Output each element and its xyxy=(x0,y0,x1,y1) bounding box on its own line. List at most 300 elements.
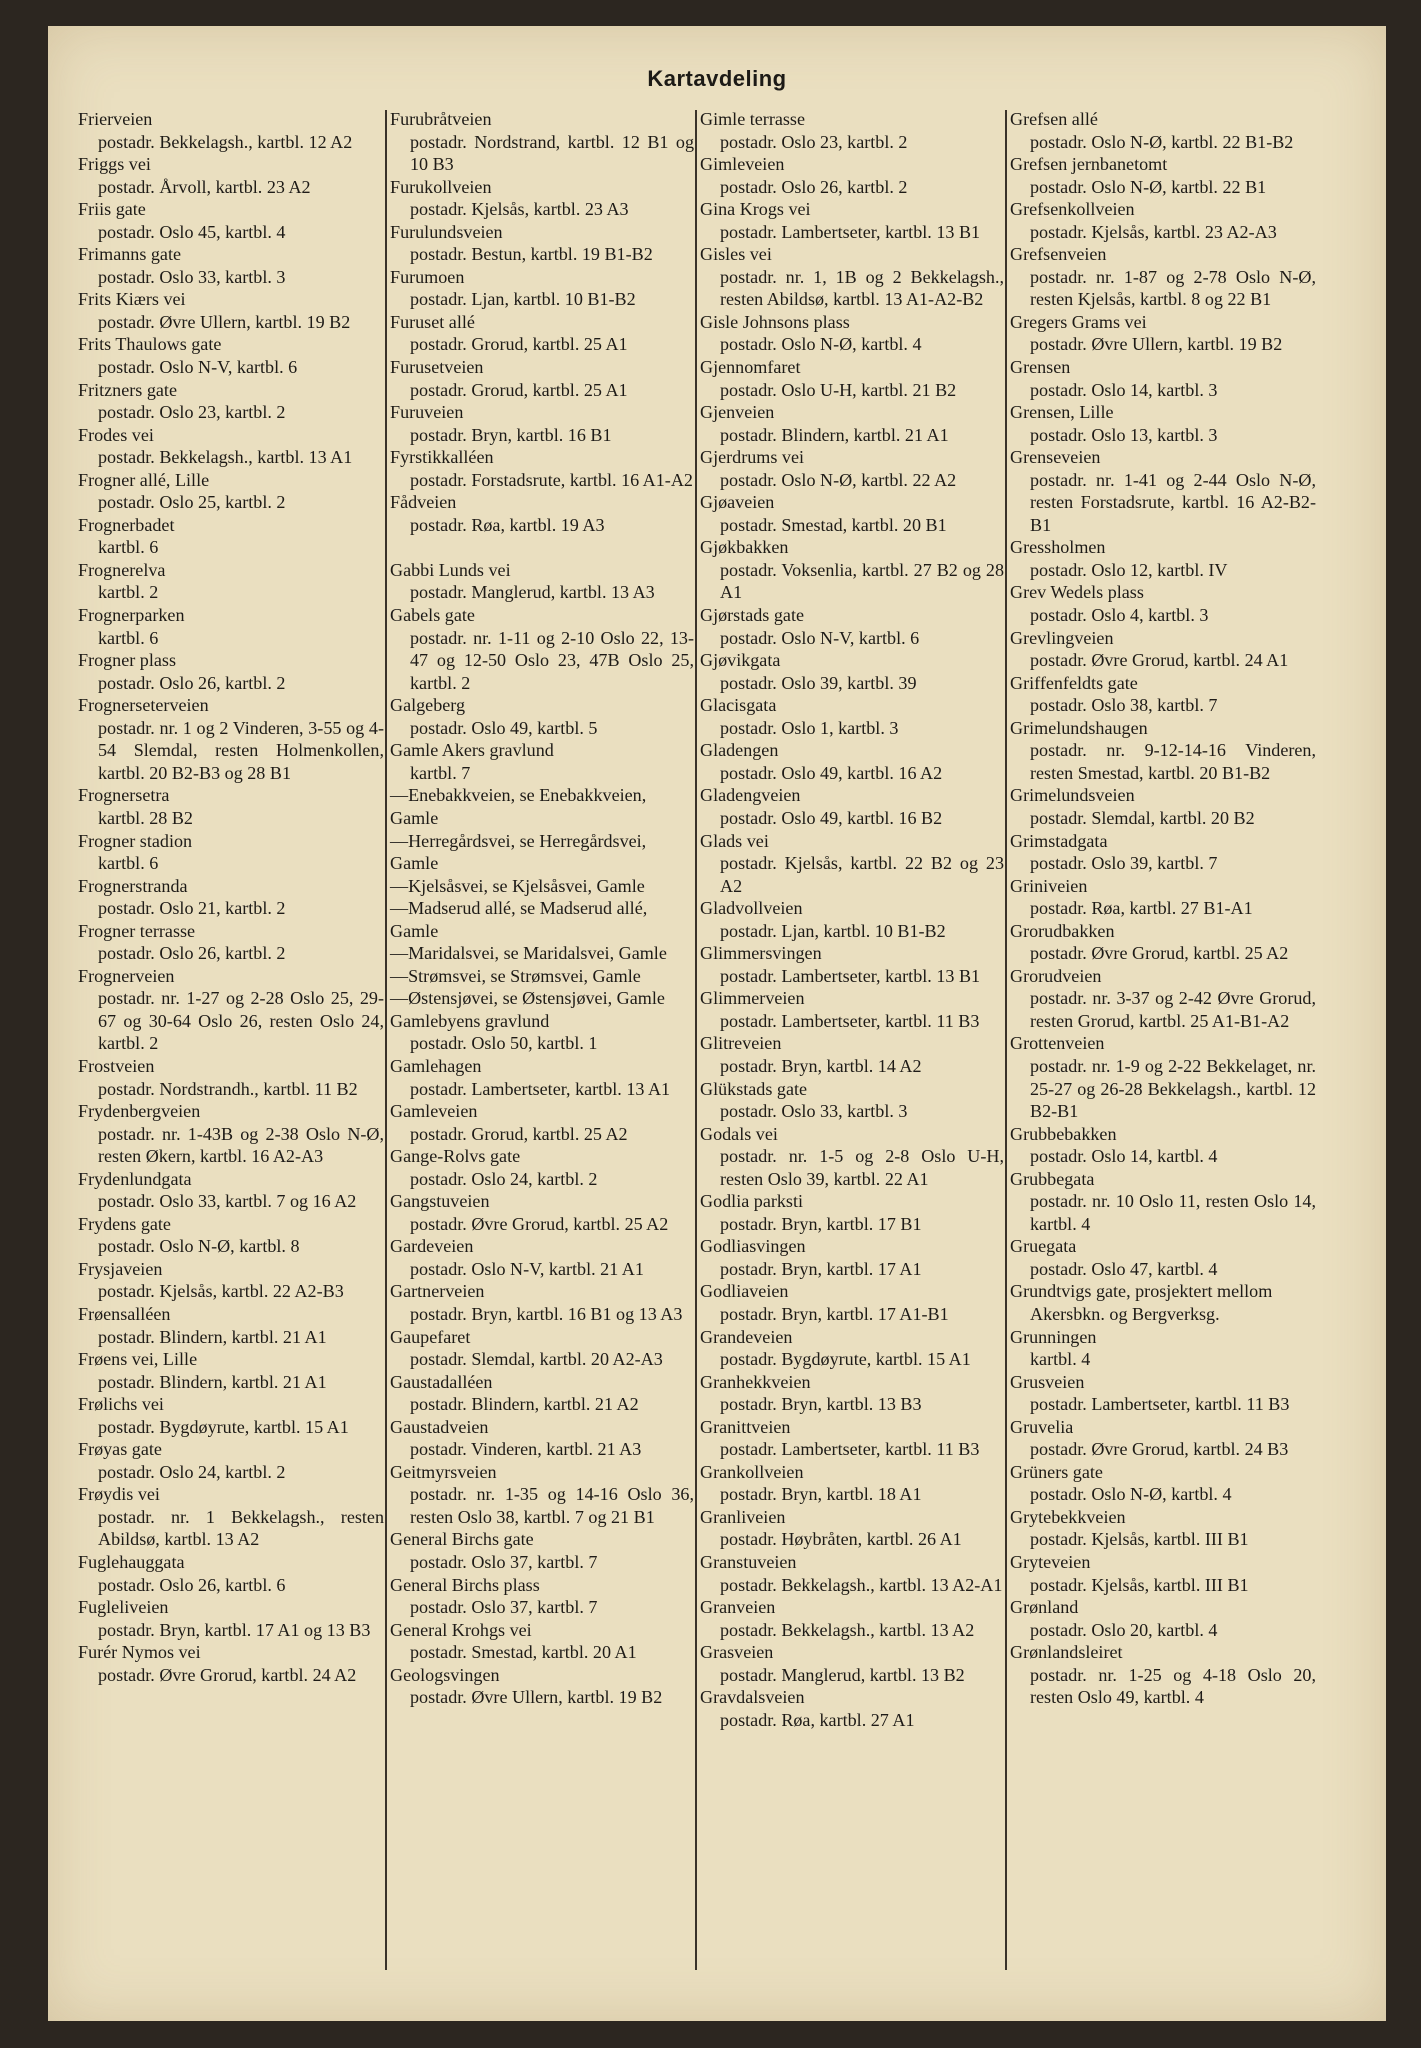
street-detail: postadr. Oslo 33, kartbl. 3 xyxy=(98,266,286,287)
street-detail: postadr. Kjelsås, kartbl. III B1 xyxy=(1030,1529,1249,1550)
directory-entry xyxy=(700,739,1004,784)
directory-entry xyxy=(78,1100,384,1168)
directory-entry xyxy=(700,1032,1004,1077)
street-name: Gruvelia xyxy=(1010,1416,1074,1437)
directory-entry xyxy=(390,1461,694,1529)
directory-entry xyxy=(78,1055,384,1100)
street-detail: postadr. Oslo N-Ø, kartbl. 22 A2 xyxy=(720,469,957,490)
street-detail: postadr. Øvre Grorud, kartbl. 24 A1 xyxy=(1030,650,1289,671)
street-name: Frognerstranda xyxy=(78,875,188,896)
street-name: Grubbebakken xyxy=(1010,1123,1117,1144)
street-detail: postadr. Oslo 14, kartbl. 4 xyxy=(1030,1146,1218,1167)
street-detail: postadr. Oslo 49, kartbl. 16 B2 xyxy=(720,807,943,828)
directory-entry xyxy=(390,1235,694,1280)
street-name: Galgeberg xyxy=(390,695,466,716)
directory-entry xyxy=(700,1551,1004,1596)
directory-entry xyxy=(390,1619,694,1664)
street-detail: postadr. Kjelsås, kartbl. III B1 xyxy=(1030,1574,1249,1595)
street-name: Gjøkbakken xyxy=(700,537,789,558)
directory-entry xyxy=(1010,1371,1316,1416)
street-name: Grusveien xyxy=(1010,1371,1085,1392)
directory-entry xyxy=(1010,108,1316,153)
street-name: Godlia parksti xyxy=(700,1191,804,1212)
directory-entry xyxy=(1010,1641,1316,1709)
directory-entry xyxy=(1010,1506,1316,1551)
directory-entry xyxy=(700,1371,1004,1416)
column-divider xyxy=(695,110,697,1970)
directory-entry xyxy=(1010,1123,1316,1168)
directory-entry xyxy=(700,198,1004,243)
street-name: Frognerseterveien xyxy=(78,695,209,716)
street-name: Grefsen allé xyxy=(1010,109,1098,129)
street-name: Gjøaveien xyxy=(700,492,775,513)
street-detail: postadr. Bekkelagsh., kartbl. 13 A2-A1 xyxy=(720,1574,1003,1595)
directory-entry xyxy=(390,604,694,694)
street-name: Glitreveien xyxy=(700,1033,782,1054)
directory-entry xyxy=(78,1438,384,1483)
street-name: Gisles vei xyxy=(700,244,772,265)
directory-entry xyxy=(700,311,1004,356)
directory-entry xyxy=(390,1055,694,1100)
directory-entry xyxy=(1010,920,1316,965)
directory-entry xyxy=(390,176,694,221)
street-detail: postadr. nr. 1-5 og 2-8 Oslo U-H, resten Oslo 39, kartbl. 22 A1 xyxy=(720,1146,1004,1189)
directory-entry xyxy=(1010,1168,1316,1236)
directory-entry xyxy=(78,694,384,784)
street-name: Glimmerveien xyxy=(700,988,805,1009)
directory-entry xyxy=(700,830,1004,898)
street-detail: postadr. Bryn, kartbl. 16 B1 xyxy=(410,424,612,445)
street-name: Furulundsveien xyxy=(390,221,503,242)
street-detail: postadr. Oslo 4, kartbl. 3 xyxy=(1030,605,1209,626)
street-detail: postadr. Oslo 26, kartbl. 2 xyxy=(720,176,908,197)
street-name: Gangstuveien xyxy=(390,1191,490,1212)
street-name: Grandeveien xyxy=(700,1326,793,1347)
street-name: Granhekkveien xyxy=(700,1371,811,1392)
directory-entry xyxy=(390,965,694,988)
street-detail: postadr. Oslo 37, kartbl. 7 xyxy=(410,1597,598,1618)
directory-entry xyxy=(390,830,694,875)
directory-entry xyxy=(78,424,384,469)
street-name: Griffenfeldts gate xyxy=(1010,672,1138,693)
street-name: Gabels gate xyxy=(390,605,475,626)
street-name: Grimstadgata xyxy=(1010,830,1108,851)
street-name: Grimelundsveien xyxy=(1010,785,1135,806)
street-detail: postadr. Oslo 13, kartbl. 3 xyxy=(1030,424,1218,445)
directory-entry xyxy=(390,311,694,356)
directory-entry xyxy=(390,1326,694,1371)
directory-entry xyxy=(1010,1326,1316,1371)
street-name: Frognerparken xyxy=(78,605,185,626)
directory-entry xyxy=(390,491,694,536)
street-name: Friggs vei xyxy=(78,154,151,175)
street-name: Frydens gate xyxy=(78,1213,171,1234)
street-detail: postadr. Lambertseter, kartbl. 13 B1 xyxy=(720,965,981,986)
street-detail: kartbl. 6 xyxy=(98,853,159,874)
directory-entry xyxy=(1010,1461,1316,1506)
street-detail: postadr. Øvre Grorud, kartbl. 24 A2 xyxy=(98,1664,357,1685)
directory-entry xyxy=(1010,536,1316,581)
directory-entry xyxy=(390,1574,694,1619)
street-name: Fyrstikkalléen xyxy=(390,447,494,468)
directory-entry xyxy=(390,875,694,898)
directory-entry xyxy=(78,379,384,424)
directory-entry xyxy=(1010,581,1316,626)
street-name: General Birchs gate xyxy=(390,1529,534,1550)
street-name: Glükstads gate xyxy=(700,1078,808,1099)
street-name: Frognerveien xyxy=(78,965,175,986)
directory-entry xyxy=(390,1664,694,1709)
street-name: Grubbegata xyxy=(1010,1168,1095,1189)
directory-entry xyxy=(390,897,694,942)
street-detail: postadr. Oslo 49, kartbl. 16 A2 xyxy=(720,762,943,783)
street-name: Gjøvikgata xyxy=(700,650,781,671)
street-name: Frydenlundgata xyxy=(78,1168,192,1189)
street-detail: postadr. Bryn, kartbl. 17 A1 xyxy=(720,1258,922,1279)
directory-entry xyxy=(1010,875,1316,920)
directory-entry xyxy=(700,1123,1004,1191)
street-detail: postadr. Oslo 39, kartbl. 39 xyxy=(720,672,917,693)
street-name: Gaustadalléen xyxy=(390,1371,493,1392)
street-name: Grenseveien xyxy=(1010,447,1101,468)
street-detail: postadr. Bryn, kartbl. 17 A1 og 13 B3 xyxy=(98,1619,371,1640)
street-detail: postadr. Bygdøyrute, kartbl. 15 A1 xyxy=(98,1416,349,1437)
street-detail: kartbl. 28 B2 xyxy=(98,807,193,828)
street-detail: postadr. Lambertseter, kartbl. 11 B3 xyxy=(720,1439,980,1460)
directory-entry xyxy=(1010,198,1316,243)
directory-entry xyxy=(1010,717,1316,785)
column-divider xyxy=(1005,110,1007,1970)
street-name: Gamle Akers gravlund xyxy=(390,740,554,761)
street-name: Fådveien xyxy=(390,492,457,513)
street-name: —Madserud allé, se Madserud allé, Gamle xyxy=(390,898,648,941)
street-name: Grasveien xyxy=(700,1642,774,1663)
directory-entry xyxy=(1010,627,1316,672)
directory-entry xyxy=(78,649,384,694)
street-detail: postadr. Oslo 33, kartbl. 3 xyxy=(720,1101,908,1122)
street-name: Gryteveien xyxy=(1010,1552,1091,1572)
directory-entry xyxy=(78,108,384,153)
directory-entry xyxy=(78,1348,384,1393)
street-name: Furukollveien xyxy=(390,176,492,197)
directory-entry xyxy=(1010,1596,1316,1641)
street-name: Grottenveien xyxy=(1010,1033,1105,1054)
directory-entry xyxy=(78,1551,384,1596)
directory-entry xyxy=(390,942,694,965)
street-name: Griniveien xyxy=(1010,875,1088,896)
directory-entry xyxy=(700,1190,1004,1235)
street-detail: postadr. nr. 10 Oslo 11, resten Oslo 14, kartbl. 4 xyxy=(1030,1191,1316,1234)
directory-entry xyxy=(390,1280,694,1325)
street-detail: kartbl. 2 xyxy=(98,582,159,603)
street-name: Granliveien xyxy=(700,1506,786,1527)
directory-entry xyxy=(700,1596,1004,1641)
street-detail: postadr. nr. 1-87 og 2-78 Oslo N-Ø, resten Kjelsås, kartbl. 8 og 22 B1 xyxy=(1030,266,1316,310)
street-detail: postadr. Øvre Ullern, kartbl. 19 B2 xyxy=(1030,334,1283,355)
column-4 xyxy=(1010,108,1316,1709)
page-heading: Kartavdeling xyxy=(647,66,787,91)
street-name: Frogner allé, Lille xyxy=(78,469,210,490)
street-name: Glacisgata xyxy=(700,695,777,716)
street-detail: postadr. Blindern, kartbl. 21 A1 xyxy=(98,1326,327,1347)
directory-entry xyxy=(1010,153,1316,198)
street-detail: postadr. nr. 1-35 og 14-16 Oslo 36, resten Oslo 38, kartbl. 7 og 21 B1 xyxy=(410,1484,694,1527)
directory-entry xyxy=(390,446,694,491)
street-detail: postadr. nr. 3-37 og 2-42 Øvre Grorud, resten Grorud, kartbl. 25 A1-B1-A2 xyxy=(1030,988,1316,1031)
street-name: Frierveien xyxy=(78,109,153,129)
directory-entry xyxy=(1010,401,1316,446)
street-detail: postadr. Lambertseter, kartbl. 11 B3 xyxy=(1030,1394,1290,1415)
street-name: Fritzners gate xyxy=(78,379,177,400)
street-name: Frogner plass xyxy=(78,650,176,671)
street-detail: postadr. Oslo 12, kartbl. IV xyxy=(1030,559,1228,580)
street-detail: postadr. Oslo 37, kartbl. 7 xyxy=(410,1552,598,1572)
directory-entry xyxy=(78,875,384,920)
column-3 xyxy=(700,108,1004,1731)
street-detail: postadr. nr. 1-11 og 2-10 Oslo 22, 13-47 og 12-50 Oslo 23, 47B Oslo 25, kartbl. 2 xyxy=(410,627,694,693)
street-detail: postadr. Kjelsås, kartbl. 23 A2-A3 xyxy=(1030,221,1277,242)
street-detail: postadr. Oslo N-Ø, kartbl. 22 B1 xyxy=(1030,176,1267,197)
street-name: Geologsvingen xyxy=(390,1664,500,1685)
directory-entry xyxy=(700,446,1004,491)
street-name: Grorudveien xyxy=(1010,965,1102,986)
street-name: General Birchs plass xyxy=(390,1574,540,1595)
street-name: Gimleveien xyxy=(700,154,785,175)
directory-entry xyxy=(78,1596,384,1641)
street-name: Gimle terrasse xyxy=(700,109,806,129)
street-name: Gressholmen xyxy=(1010,537,1106,558)
street-detail: postadr. Røa, kartbl. 27 A1 xyxy=(720,1709,915,1730)
street-detail: postadr. Oslo N-V, kartbl. 6 xyxy=(98,357,298,378)
street-detail: postadr. Oslo 49, kartbl. 5 xyxy=(410,717,598,738)
directory-entry xyxy=(390,266,694,311)
street-name: Godliasvingen xyxy=(700,1236,806,1257)
street-detail: postadr. Blindern, kartbl. 21 A2 xyxy=(410,1394,639,1415)
street-detail: postadr. Oslo 26, kartbl. 6 xyxy=(98,1574,286,1595)
street-detail: postadr. Manglerud, kartbl. 13 B2 xyxy=(720,1664,965,1685)
street-detail: postadr. Lambertseter, kartbl. 13 A1 xyxy=(410,1078,671,1099)
street-name: Granveien xyxy=(700,1597,776,1618)
street-detail: postadr. Oslo 45, kartbl. 4 xyxy=(98,221,286,242)
directory-entry xyxy=(78,920,384,965)
street-detail: postadr. Øvre Ullern, kartbl. 19 B2 xyxy=(98,311,351,332)
street-detail: postadr. Voksenlia, kartbl. 27 B2 og 28 A1 xyxy=(720,559,1004,603)
street-detail: postadr. Oslo 23, kartbl. 2 xyxy=(720,131,908,152)
directory-entry xyxy=(390,221,694,266)
street-name: Gladengen xyxy=(700,740,779,761)
directory-entry xyxy=(700,1686,1004,1731)
directory-entry xyxy=(1010,1551,1316,1596)
street-name: Grevlingveien xyxy=(1010,627,1114,648)
street-detail: postadr. Kjelsås, kartbl. 22 A2-B3 xyxy=(98,1281,344,1302)
street-name: Furubråtveien xyxy=(390,109,492,129)
street-detail: postadr. Slemdal, kartbl. 20 A2-A3 xyxy=(410,1349,663,1370)
directory-entry xyxy=(390,1010,694,1055)
directory-entry xyxy=(78,333,384,378)
directory-entry xyxy=(1010,672,1316,717)
directory-entry xyxy=(390,739,694,784)
street-name: Glimmersvingen xyxy=(700,943,822,964)
street-name: Gjennomfaret xyxy=(700,357,801,378)
street-name: Grensen, Lille xyxy=(1010,402,1114,423)
street-name: —Østensjøvei, se Østensjøvei, Gamle xyxy=(390,988,665,1009)
directory-entry xyxy=(78,1393,384,1438)
directory-entry xyxy=(700,153,1004,198)
column-2 xyxy=(390,108,694,1709)
directory-entry xyxy=(78,1168,384,1213)
directory-entry xyxy=(78,288,384,333)
street-detail: postadr. Oslo N-Ø, kartbl. 22 B1-B2 xyxy=(1030,131,1294,152)
street-detail: postadr. nr. 1 Bekkelagsh., resten Abildsø, kartbl. 13 A2 xyxy=(98,1506,384,1550)
street-name: Frøyas gate xyxy=(78,1439,162,1460)
street-name: Frimanns gate xyxy=(78,244,182,265)
street-name: Frydenbergveien xyxy=(78,1101,201,1122)
directory-entry xyxy=(700,897,1004,942)
street-name: —Kjelsåsvei, se Kjelsåsvei, Gamle xyxy=(390,875,645,896)
street-detail: postadr. Vinderen, kartbl. 21 A3 xyxy=(410,1439,642,1460)
directory-entry xyxy=(390,108,694,176)
street-detail: postadr. Bryn, kartbl. 17 A1-B1 xyxy=(720,1303,949,1324)
street-name: Gamlebyens gravlund xyxy=(390,1010,550,1031)
street-name: Gjørstads gate xyxy=(700,605,805,626)
street-detail: postadr. Røa, kartbl. 19 A3 xyxy=(410,514,605,535)
street-detail: postadr. nr. 1-9 og 2-22 Bekkelaget, nr. 25-27 og 26-28 Bekkelagsh., kartbl. 12 B2-B1 xyxy=(1030,1055,1316,1122)
directory-entry xyxy=(390,784,694,829)
street-name: Gjenveien xyxy=(700,402,775,423)
street-detail: postadr. Lambertseter, kartbl. 13 B1 xyxy=(720,221,981,242)
directory-entry xyxy=(700,649,1004,694)
directory-entry xyxy=(700,401,1004,446)
street-name: Frognersetra xyxy=(78,785,170,806)
street-detail: postadr. Oslo N-V, kartbl. 21 A1 xyxy=(410,1258,644,1279)
street-name: Furumoen xyxy=(390,266,465,287)
street-detail: postadr. Oslo 24, kartbl. 2 xyxy=(410,1168,598,1189)
directory-entry xyxy=(700,356,1004,401)
street-detail: postadr. Blindern, kartbl. 21 A1 xyxy=(720,424,949,445)
street-detail: postadr. nr. 1 og 2 Vinderen, 3-55 og 4-54 Slemdal, resten Holmenkollen, kartbl. 20 B2-B3 og 28 B1 xyxy=(98,717,384,783)
street-name: Gladvollveien xyxy=(700,898,803,919)
column-divider xyxy=(385,110,387,1970)
directory-entry xyxy=(390,1416,694,1461)
directory-entry xyxy=(78,1213,384,1258)
directory-entry xyxy=(78,243,384,288)
directory-entry xyxy=(1010,1032,1316,1122)
street-detail: postadr. Øvre Grorud, kartbl. 24 B3 xyxy=(1030,1439,1289,1460)
directory-entry xyxy=(78,784,384,829)
street-name: Grensen xyxy=(1010,357,1071,378)
directory-entry xyxy=(78,514,384,559)
street-detail: postadr. Nordstrandh., kartbl. 11 B2 xyxy=(98,1078,358,1099)
street-detail: Akersbkn. og Bergverksg. xyxy=(1030,1303,1220,1324)
directory-page xyxy=(48,26,1386,2021)
street-detail: postadr. nr. 1, 1B og 2 Bekkelagsh., resten Abildsø, kartbl. 13 A1-A2-B2 xyxy=(720,266,1004,310)
directory-entry xyxy=(78,153,384,198)
street-detail: postadr. Oslo 39, kartbl. 7 xyxy=(1030,853,1218,874)
street-detail: kartbl. 6 xyxy=(98,537,159,558)
street-detail: postadr. Bryn, kartbl. 16 B1 og 13 A3 xyxy=(410,1303,683,1324)
directory-entry xyxy=(390,1528,694,1573)
column-1 xyxy=(78,108,384,1686)
directory-entry xyxy=(390,1100,694,1145)
street-name: Gravdalsveien xyxy=(700,1687,805,1708)
street-name: Furuset allé xyxy=(390,311,475,332)
street-detail: postadr. Oslo 33, kartbl. 7 og 16 A2 xyxy=(98,1191,357,1212)
street-detail: postadr. Høybråten, kartbl. 26 A1 xyxy=(720,1529,962,1550)
street-detail: postadr. Oslo U-H, kartbl. 21 B2 xyxy=(720,379,957,400)
directory-entry xyxy=(700,243,1004,311)
street-detail: kartbl. 6 xyxy=(98,627,159,648)
directory-entry xyxy=(1010,311,1316,356)
street-name: Gamlehagen xyxy=(390,1055,482,1076)
street-name: Frølichs vei xyxy=(78,1394,164,1415)
directory-entry xyxy=(700,1416,1004,1461)
directory-entry xyxy=(78,1258,384,1303)
street-detail: postadr. Bryn, kartbl. 18 A1 xyxy=(720,1484,922,1505)
directory-entry xyxy=(700,108,1004,153)
street-detail: postadr. Slemdal, kartbl. 20 B2 xyxy=(1030,807,1255,828)
street-detail: postadr. Årvoll, kartbl. 23 A2 xyxy=(98,176,311,197)
street-name: —Herregårdsvei, se Herregårdsvei, Gamle xyxy=(390,830,647,874)
street-name: Grankollveien xyxy=(700,1461,804,1482)
street-name: Grunningen xyxy=(1010,1326,1097,1347)
street-detail: postadr. Oslo 23, kartbl. 2 xyxy=(98,402,286,423)
street-name: —Strømsvei, se Strømsvei, Gamle xyxy=(390,965,641,986)
directory-entry xyxy=(700,987,1004,1032)
street-name: Friis gate xyxy=(78,199,146,220)
directory-entry xyxy=(390,1190,694,1235)
directory-entry xyxy=(700,1461,1004,1506)
street-name: Gruegata xyxy=(1010,1236,1077,1257)
street-name: Gaupefaret xyxy=(390,1326,471,1347)
directory-entry xyxy=(390,1145,694,1190)
street-detail: postadr. nr. 1-43B og 2-38 Oslo N-Ø, resten Økern, kartbl. 16 A2-A3 xyxy=(98,1123,384,1167)
street-detail: postadr. Oslo 38, kartbl. 7 xyxy=(1030,695,1218,716)
street-name: Frøydis vei xyxy=(78,1484,160,1505)
street-name: Gaustadveien xyxy=(390,1416,489,1437)
street-detail: postadr. Grorud, kartbl. 25 A1 xyxy=(410,379,628,400)
street-name: Frøens vei, Lille xyxy=(78,1349,198,1370)
street-name: General Krohgs vei xyxy=(390,1619,532,1640)
street-detail: postadr. Oslo 26, kartbl. 2 xyxy=(98,943,286,964)
directory-entry xyxy=(78,1483,384,1551)
directory-entry xyxy=(700,784,1004,829)
street-name: Frognerbadet xyxy=(78,514,175,535)
directory-entry xyxy=(78,469,384,514)
directory-entry xyxy=(78,1303,384,1348)
street-detail: postadr. Oslo 14, kartbl. 3 xyxy=(1030,379,1218,400)
street-name: Grefsenkollveien xyxy=(1010,199,1135,220)
street-detail: postadr. Ljan, kartbl. 10 B1-B2 xyxy=(720,920,946,941)
directory-entry xyxy=(700,942,1004,987)
street-detail: postadr. Forstadsrute, kartbl. 16 A1-A2 xyxy=(410,469,693,490)
street-name: Frognerelva xyxy=(78,559,166,580)
street-detail: postadr. Bekkelagsh., kartbl. 12 A2 xyxy=(98,131,353,152)
street-name: Frits Thaulows gate xyxy=(78,334,222,355)
street-name: Granstuveien xyxy=(700,1552,797,1572)
street-name: Grefsen jernbanetomt xyxy=(1010,154,1168,175)
street-detail: postadr. Oslo 25, kartbl. 2 xyxy=(98,492,286,513)
street-name: —Enebakkveien, se Enebakkveien, Gamle xyxy=(390,785,647,828)
street-name: Frogner stadion xyxy=(78,830,193,851)
street-detail: postadr. Ljan, kartbl. 10 B1-B2 xyxy=(410,289,636,310)
street-detail: postadr. Bygdøyrute, kartbl. 15 A1 xyxy=(720,1349,971,1370)
street-name: Grorudbakken xyxy=(1010,920,1115,941)
street-name: —Maridalsvei, se Maridalsvei, Gamle xyxy=(390,943,667,964)
street-detail: postadr. Bryn, kartbl. 14 A2 xyxy=(720,1055,922,1076)
street-detail: postadr. Nordstrand, kartbl. 12 B1 og 10 B3 xyxy=(410,131,694,175)
street-detail: postadr. Bekkelagsh., kartbl. 13 A1 xyxy=(98,447,353,468)
directory-entry xyxy=(390,401,694,446)
